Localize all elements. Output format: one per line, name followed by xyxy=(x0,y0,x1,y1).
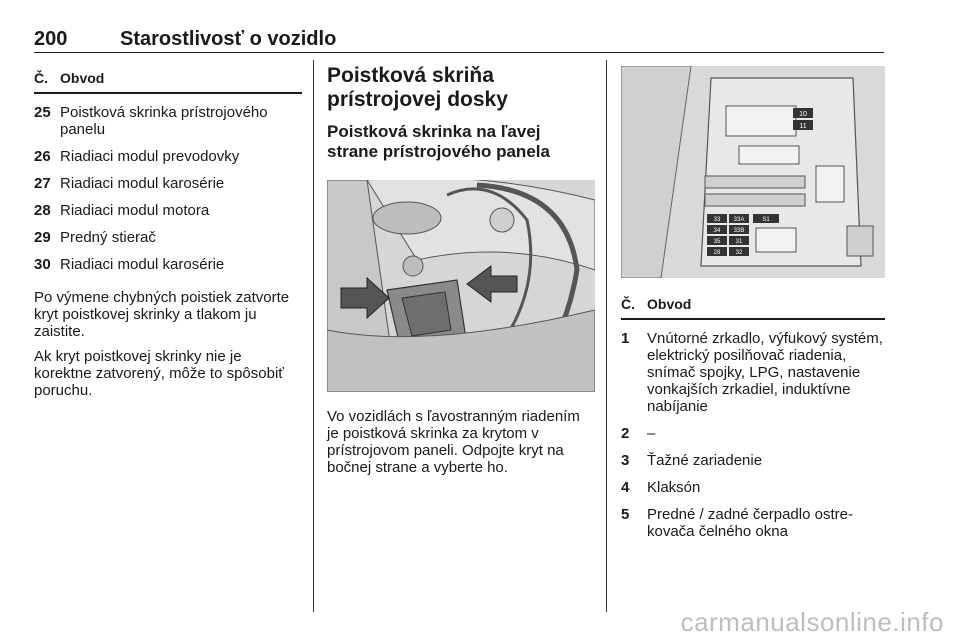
body-paragraph: Po výmene chybných poistiek zatvorte kryt poistkovej skrinky a tlakom ju zaistite. xyxy=(34,289,290,340)
page-number: 200 xyxy=(34,28,68,50)
dashboard-drawing xyxy=(327,180,595,392)
row-number: 26 xyxy=(34,148,51,165)
column-divider xyxy=(313,60,314,612)
row-number: 29 xyxy=(34,229,51,246)
row-number: 27 xyxy=(34,175,51,192)
row-number: 30 xyxy=(34,256,51,273)
fuse-label: 11 xyxy=(799,123,807,130)
row-number: 1 xyxy=(621,330,630,347)
table-row xyxy=(621,330,885,415)
table-row xyxy=(621,479,885,496)
table-row xyxy=(621,506,885,540)
row-number: 2 xyxy=(621,425,630,442)
row-number: 5 xyxy=(621,506,630,523)
table-header-number: Č. xyxy=(621,295,635,312)
table-row xyxy=(34,229,302,246)
table-row xyxy=(34,104,302,138)
row-number: 25 xyxy=(34,104,51,121)
body-paragraph: Vo vozidlách s ľavostranným riadením je poistková skrinka za krytom v prístrojovom paneli. Odpojte kryt na bočnej strane a vyberte ho. xyxy=(327,408,580,476)
watermark: carmanualsonline.info xyxy=(680,607,944,637)
section-subheading: Poistková skrinka na ľavej strane prístrojového panela xyxy=(327,122,550,161)
row-text: Predný stierač xyxy=(60,229,156,246)
fuse-label: 33B xyxy=(733,228,745,234)
row-text: Riadiaci modul motora xyxy=(60,202,210,219)
row-text: Klaksón xyxy=(647,479,701,496)
table-row xyxy=(34,256,302,273)
page-header xyxy=(34,26,884,53)
table-row xyxy=(34,202,302,219)
row-text: Riadiaci modul prevodovky xyxy=(60,148,240,165)
row-text: Ťažné zariadenie xyxy=(647,452,763,469)
fuse-label: 32 xyxy=(735,250,743,256)
table-header xyxy=(34,64,302,94)
column-middle xyxy=(327,64,595,476)
row-number: 3 xyxy=(621,452,630,469)
row-text: Predné / zadné čerpadlo ostre-kovača čelného okna xyxy=(647,506,853,540)
table-row xyxy=(34,148,302,165)
fuse-label: 34 xyxy=(713,228,721,234)
running-title: Starostlivosť o vozidlo xyxy=(120,28,337,50)
dashboard-fusebox-cover-illustration xyxy=(327,180,595,392)
fuse-label: 10 xyxy=(799,111,807,118)
fusebox-layout-illustration xyxy=(621,66,885,278)
row-text: Riadiaci modul karosérie xyxy=(60,175,225,192)
fuse-label: 33A xyxy=(733,217,745,223)
body-paragraph: Ak kryt poistkovej skrinky nie je korektne zatvorený, môže to spôsobiť poruchu. xyxy=(34,348,284,399)
row-text: Vnútorné zrkadlo, výfukový systém, elektrický posilňovač riadenia, snímač spojky, LPG, nastavenie vonkajších zrkadiel, induktívne nabíjanie xyxy=(647,330,883,415)
fuse-label: 33 xyxy=(713,217,721,223)
table-row xyxy=(621,452,885,469)
row-text: Poistková skrinka prístrojového panelu xyxy=(60,104,268,138)
row-text: – xyxy=(647,425,656,442)
table-header-label: Obvod xyxy=(647,295,692,312)
fuse-label: S1 xyxy=(762,217,770,223)
fuse-label: 28 xyxy=(713,250,721,256)
row-number: 4 xyxy=(621,479,630,496)
table-header-number: Č. xyxy=(34,69,48,86)
section-heading: Poistková skriňa prístrojovej dosky xyxy=(327,64,508,111)
table-header xyxy=(621,290,885,320)
column-left xyxy=(34,64,302,399)
table-row xyxy=(621,425,885,442)
table-header-label: Obvod xyxy=(60,69,105,86)
fuse-label: 35 xyxy=(713,239,721,245)
table-row xyxy=(34,175,302,192)
column-divider xyxy=(606,60,607,612)
fuse-label: 31 xyxy=(735,239,743,245)
row-text: Riadiaci modul karosérie xyxy=(60,256,225,273)
column-right xyxy=(621,290,885,540)
row-number: 28 xyxy=(34,202,51,219)
